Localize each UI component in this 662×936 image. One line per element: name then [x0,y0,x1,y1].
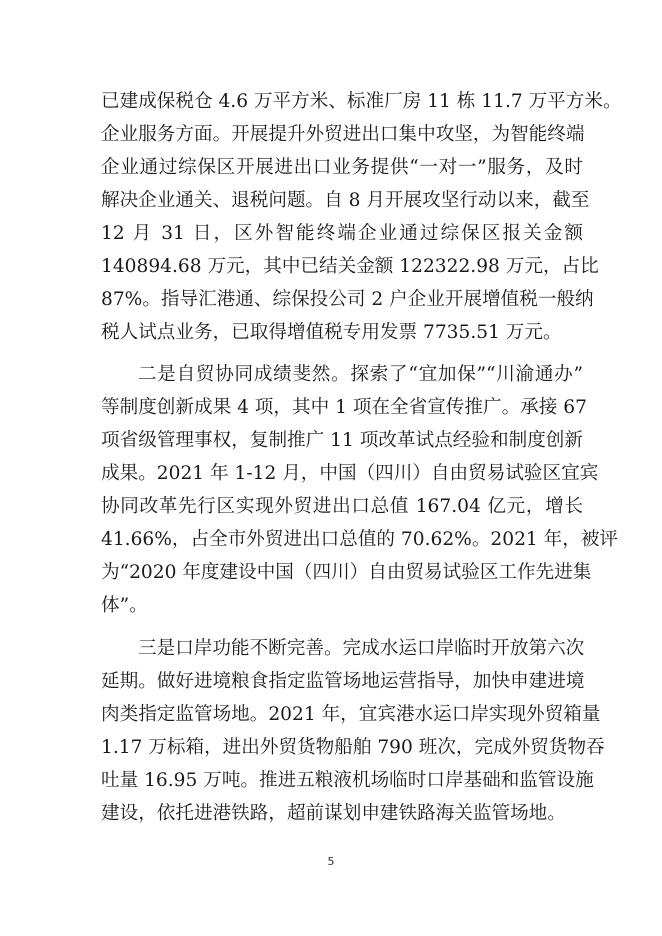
text-line: 项省级管理事权，复制推广 11 项改革试点经验和制度创新 [101,430,583,451]
text-line: 为“2020 年度建设中国（四川）自由贸易试验区工作先进集 [101,562,592,583]
text-line: 税人试点业务，已取得增值税专用发票 7735.51 万元。 [101,322,562,343]
text-line: 等制度创新成果 4 项，其中 1 项在全省宣传推广。承接 67 [101,397,587,418]
text-line: 12 月 31 日，区外智能终端企业通过综保区报关金额 [101,223,583,244]
text-line: 成果。2021 年 1-12 月，中国（四川）自由贸易试验区宜宾 [101,463,599,484]
text-line: 解决企业通关、退税问题。自 8 月开展攻坚行动以来，截至 [101,190,590,211]
text-line: 1.17 万标箱，进出外贸货物船舶 790 班次，完成外贸货物吞 [101,737,605,758]
text-line: 已建成保税仓 4.6 万平方米、标准厂房 11 栋 11.7 万平方米。 [101,91,622,112]
text-line: 41.66%，占全市外贸进出口总值的 70.62%。2021 年，被评 [101,529,619,550]
text-line: 三是口岸功能不断完善。完成水运口岸临时开放第六次 [138,638,585,659]
text-line: 企业服务方面。开展提升外贸进出口集中攻坚，为智能终端 [101,124,585,145]
text-line: 延期。做好进境粮食指定监管场地运营指导，加快申建进境 [101,671,585,692]
page-number: 5 [327,855,335,868]
text-line: 140894.68 万元，其中已结关金额 122322.98 万元，占比 [101,256,599,277]
text-line: 87%。指导汇港通、综保投公司 2 户企业开展增值税一般纳 [101,289,594,310]
text-line: 建设，依托进港铁路，超前谋划申建铁路海关监管场地。 [101,803,566,824]
text-line: 肉类指定监管场地。2021 年，宜宾港水运口岸实现外贸箱量 [101,704,601,725]
text-line: 体”。 [101,595,148,616]
text-line: 企业通过综保区开展进出口业务提供“一对一”服务，及时 [101,157,583,178]
text-line: 吐量 16.95 万吨。推进五粮液机场临时口岸基础和监管设施 [101,770,594,791]
text-line: 协同改革先行区实现外贸进出口总值 167.04 亿元，增长 [101,496,583,517]
text-line: 二是自贸协同成绩斐然。探索了“宜加保”“川渝通办” [138,364,583,385]
